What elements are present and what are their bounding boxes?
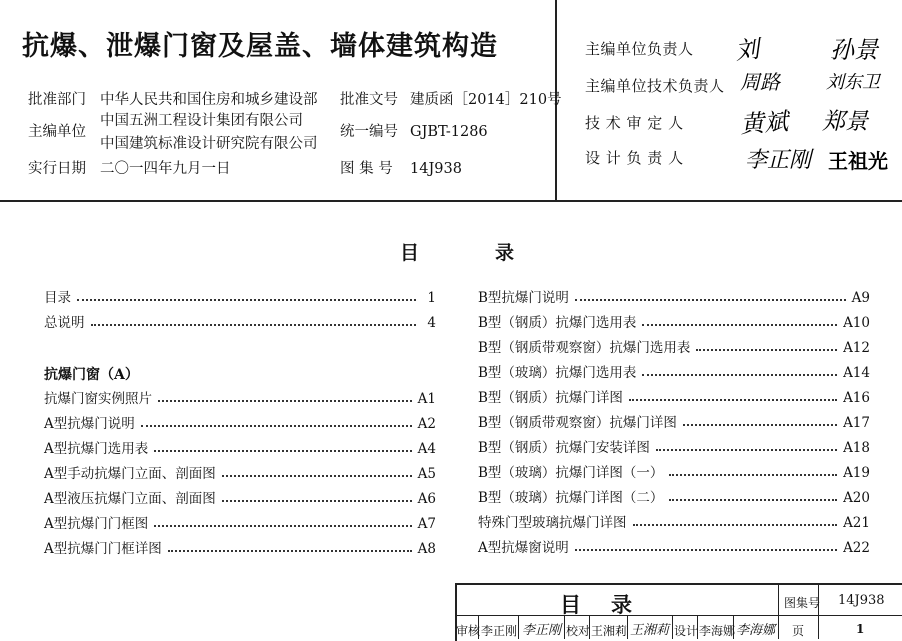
toc-entry-label: A型抗爆门门框图 — [44, 516, 149, 532]
leader-dots — [683, 424, 837, 426]
toc-entry-page: A17 — [843, 415, 870, 431]
toc-entry-label: B型（钢质带观察窗）抗爆门详图 — [478, 415, 677, 431]
review-signature: 李正刚 — [522, 623, 562, 638]
leader-dots — [575, 299, 846, 301]
approve-doc-label: 批准文号 — [340, 92, 398, 108]
toc-entry[interactable] — [478, 361, 870, 381]
responsible-label-tech-head: 主编单位技术负责人 — [585, 77, 725, 95]
title-block-vline — [778, 585, 779, 639]
toc-entry-label: B型（玻璃）抗爆门详图（二） — [478, 490, 664, 506]
responsible-label-tech-review: 技 术 审 定 人 — [585, 114, 684, 132]
leader-dots — [77, 299, 416, 301]
editor-unit-label: 主编单位 — [28, 124, 86, 140]
leader-dots — [222, 500, 412, 502]
design-signature: 李海娜 — [736, 623, 776, 638]
signature-review-1: 黄斌 — [739, 107, 790, 139]
toc-entry-label: 抗爆门窗实例照片 — [44, 391, 152, 407]
responsible-label-editor-head: 主编单位负责人 — [585, 40, 694, 58]
toc-entry-page: A10 — [843, 315, 870, 331]
unified-no-value: GJBT-1286 — [410, 124, 488, 140]
leader-dots — [575, 549, 837, 551]
toc-entry[interactable] — [478, 386, 870, 406]
toc-entry-page: A4 — [417, 441, 436, 457]
editor-unit-value-1: 中国五洲工程设计集团有限公司 — [100, 113, 303, 129]
leader-dots — [642, 324, 837, 326]
toc-entry-page: A1 — [417, 391, 436, 407]
toc-entry-label: A型手动抗爆门立面、剖面图 — [44, 466, 216, 482]
toc-entry-label: B型（钢质带观察窗）抗爆门选用表 — [478, 340, 691, 356]
title-block-divider — [457, 615, 902, 616]
sheet-title: 目录 — [560, 592, 662, 617]
toc-entry-page: A16 — [843, 390, 870, 406]
title-block-vline — [564, 616, 565, 639]
toc-entry-label: B型抗爆门说明 — [478, 290, 569, 306]
toc-entry[interactable] — [478, 336, 870, 356]
leader-dots — [656, 449, 837, 451]
atlas-no-label: 图 集 号 — [340, 161, 393, 177]
leader-dots — [696, 349, 837, 351]
toc-entry[interactable] — [478, 536, 870, 556]
leader-dots — [141, 425, 412, 427]
toc-entry-page: A20 — [843, 490, 870, 506]
toc-entry-page: A21 — [843, 515, 870, 531]
toc-entry-label: 总说明 — [44, 315, 85, 331]
editor-unit-value-2: 中国建筑标准设计研究院有限公司 — [100, 136, 318, 152]
toc-entry-page: A7 — [417, 516, 436, 532]
toc-entry-page: A12 — [843, 340, 870, 356]
check-name: 王湘莉 — [591, 624, 628, 638]
signature-editor-head-2: 孙景 — [830, 36, 878, 64]
signature-tech-head-2: 刘东卫 — [826, 72, 880, 93]
toc-entry[interactable] — [44, 387, 436, 407]
leader-dots — [669, 474, 837, 476]
toc-entry[interactable] — [44, 537, 436, 557]
toc-entry[interactable] — [44, 412, 436, 432]
leader-dots — [154, 450, 411, 452]
toc-entry-label: 特殊门型玻璃抗爆门详图 — [478, 515, 627, 531]
leader-dots — [154, 525, 411, 527]
toc-entry-page: A5 — [417, 466, 436, 482]
toc-entry[interactable] — [44, 487, 436, 507]
toc-entry-page: A18 — [843, 440, 870, 456]
toc-entry-general[interactable] — [44, 311, 436, 331]
toc-entry-label: B型（玻璃）抗爆门选用表 — [478, 365, 637, 381]
leader-dots — [629, 399, 837, 401]
toc-section-a: 抗爆门窗（A） — [44, 367, 139, 383]
signature-design-head-2: 王祖光 — [828, 149, 888, 173]
toc-entry-label: A型抗爆窗说明 — [478, 540, 569, 556]
toc-entry-label: B型（钢质）抗爆门详图 — [478, 390, 623, 406]
approve-doc-value: 建质函［2014］210号 — [410, 92, 562, 108]
leader-dots — [633, 524, 838, 526]
signature-design-head-1: 李正刚 — [745, 148, 812, 173]
toc-entry-label: 目录 — [44, 290, 71, 306]
approve-dept-label: 批准部门 — [28, 92, 86, 108]
toc-entry-page: 1 — [427, 290, 436, 306]
toc-entry[interactable] — [44, 462, 436, 482]
approve-dept-value: 中华人民共和国住房和城乡建设部 — [100, 92, 318, 108]
document-title: 抗爆、泄爆门窗及屋盖、墙体建筑构造 — [22, 31, 498, 62]
review-label: 审核 — [456, 624, 481, 638]
effective-date-value: 二〇一四年九月一日 — [100, 161, 231, 177]
review-name: 李正刚 — [481, 624, 518, 638]
toc-entry-label: A型抗爆门门框详图 — [44, 541, 162, 557]
toc-entry-page: A6 — [417, 491, 436, 507]
signature-editor-head-1: 刘 — [733, 34, 761, 66]
toc-entry[interactable] — [478, 311, 870, 331]
toc-entry-page: A2 — [417, 416, 436, 432]
toc-entry-page: A8 — [417, 541, 436, 557]
toc-entry-label: A型抗爆门说明 — [44, 416, 135, 432]
toc-entry-label: B型（玻璃）抗爆门详图（一） — [478, 465, 664, 481]
toc-entry[interactable] — [478, 411, 870, 431]
design-name: 李海娜 — [699, 624, 736, 638]
effective-date-label: 实行日期 — [28, 161, 86, 177]
atlas-value: 14J938 — [838, 593, 885, 608]
toc-entry-label: B型（钢质）抗爆门安装详图 — [478, 440, 650, 456]
page-label: 页 — [792, 624, 805, 638]
toc-entry-label: B型（钢质）抗爆门选用表 — [478, 315, 637, 331]
check-label: 校对 — [566, 624, 591, 638]
toc-entry[interactable] — [478, 511, 870, 531]
toc-entry[interactable] — [44, 512, 436, 532]
leader-dots — [91, 324, 417, 326]
toc-entry-page: A9 — [851, 290, 870, 306]
leader-dots — [669, 499, 837, 501]
toc-entry[interactable] — [478, 436, 870, 456]
toc-entry[interactable] — [44, 437, 436, 457]
title-block-vline — [672, 616, 673, 639]
toc-entry[interactable] — [478, 286, 870, 306]
atlas-no-value: 14J938 — [410, 161, 462, 177]
check-signature: 王湘莉 — [630, 623, 670, 638]
toc-entry-label: A型抗爆门选用表 — [44, 441, 149, 457]
leader-dots — [168, 550, 412, 552]
toc-entry-label: A型液压抗爆门立面、剖面图 — [44, 491, 216, 507]
signature-review-2: 郑景 — [822, 109, 868, 135]
toc-entry-page: A19 — [843, 465, 870, 481]
toc-entry-page: A14 — [843, 365, 870, 381]
toc-entry[interactable] — [478, 461, 870, 481]
title-block-vline — [627, 616, 628, 639]
toc-entry-contents[interactable] — [44, 286, 436, 306]
unified-no-label: 统一编号 — [340, 124, 398, 140]
toc-entry[interactable] — [478, 486, 870, 506]
toc-entry-page: 4 — [427, 315, 436, 331]
signature-tech-head-1: 周路 — [740, 70, 780, 94]
toc-title-char-1: 目 — [400, 242, 420, 264]
toc-title — [400, 238, 514, 265]
responsible-label-design-head: 设 计 负 责 人 — [585, 149, 684, 167]
toc-title-char-2: 录 — [495, 242, 515, 264]
atlas-label: 图集号 — [784, 596, 821, 610]
toc-entry-page: A22 — [843, 540, 870, 556]
leader-dots — [158, 400, 412, 402]
page-value: 1 — [856, 622, 865, 636]
leader-dots — [642, 374, 837, 376]
leader-dots — [222, 475, 412, 477]
title-block-vline — [518, 616, 519, 639]
design-label: 设计 — [674, 624, 699, 638]
